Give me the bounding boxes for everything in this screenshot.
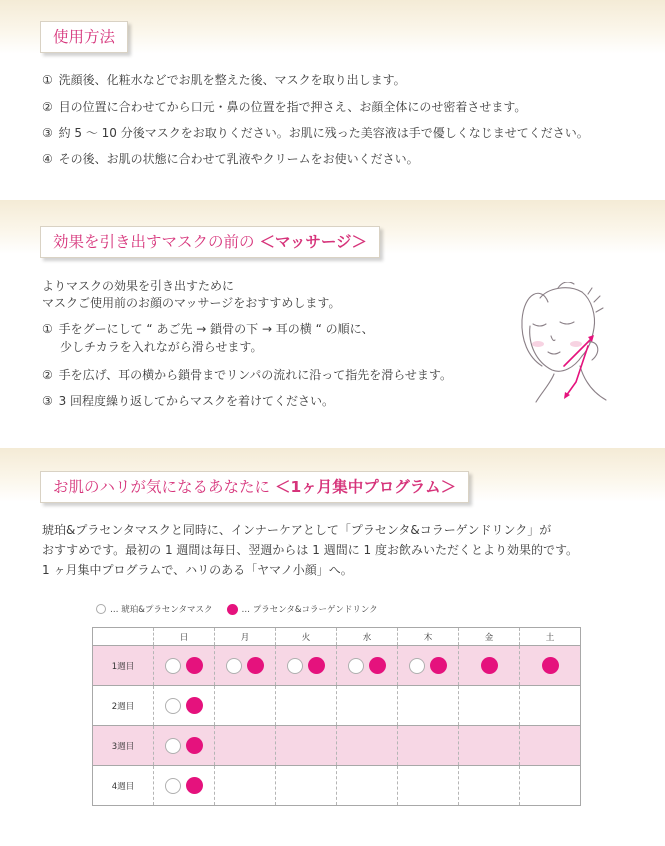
day-cell: [398, 766, 459, 806]
day-header: 土: [520, 628, 581, 646]
usage-step-1: ① 洗顔後、化粧水などでお肌を整えた後、マスクを取り出します。: [42, 73, 406, 87]
table-row: [93, 766, 581, 806]
drink-circle-icon: [186, 657, 203, 674]
mask-circle-icon: [409, 658, 425, 674]
mask-circle-icon: [165, 738, 181, 754]
day-cell: [398, 686, 459, 726]
day-header: 水: [337, 628, 398, 646]
day-cell: [520, 686, 581, 726]
day-cell: [459, 726, 520, 766]
day-cell: [337, 646, 398, 686]
mask-circle-icon: [165, 698, 181, 714]
day-cell: [215, 766, 276, 806]
week-label: 2週目: [93, 686, 154, 726]
day-cell: [154, 686, 215, 726]
day-cell: [154, 726, 215, 766]
drink-circle-icon: [186, 737, 203, 754]
massage-step-1-cont: 少しチカラを入れながら滑らせます。: [60, 340, 263, 354]
day-cell: [337, 686, 398, 726]
day-cell: [459, 686, 520, 726]
drink-circle-icon: [227, 604, 238, 615]
table-row: [93, 686, 581, 726]
day-cell: [398, 726, 459, 766]
day-cell: [276, 766, 337, 806]
mask-circle-icon: [226, 658, 242, 674]
table-row: [93, 726, 581, 766]
day-cell: [276, 646, 337, 686]
program-para-3: 1 ヶ月集中プログラムで、ハリのある「ヤマノ小顔」へ。: [42, 563, 353, 577]
mask-circle-icon: [165, 778, 181, 794]
usage-title: 使用方法: [40, 21, 128, 53]
massage-step-2: ② 手を広げ、耳の横から鎖骨までリンパの流れに沿って指先を滑らせます。: [42, 368, 452, 382]
program-para-1: 琥珀&プラセンタマスクと同時に、インナーケアとして「プラセンタ&コラーゲンドリンク」が: [42, 523, 552, 537]
day-cell: [215, 686, 276, 726]
day-cell: [337, 766, 398, 806]
mask-circle-icon: [348, 658, 364, 674]
mask-circle-icon: [96, 604, 106, 614]
day-header: 木: [398, 628, 459, 646]
calendar-corner-cell: [93, 628, 154, 646]
calendar-header-row: [93, 628, 581, 646]
massage-intro-2: マスクご使用前のお顔のマッサージをおすすめします。: [42, 296, 341, 310]
day-header: 日: [154, 628, 215, 646]
day-cell: [154, 646, 215, 686]
drink-circle-icon: [186, 777, 203, 794]
day-header: 月: [215, 628, 276, 646]
massage-intro-1: よりマスクの効果を引き出すために: [42, 279, 235, 293]
week-label: 1週目: [93, 646, 154, 686]
calendar-legend: [96, 603, 378, 615]
day-cell: [276, 686, 337, 726]
day-cell: [520, 766, 581, 806]
drink-circle-icon: [308, 657, 325, 674]
drink-circle-icon: [481, 657, 498, 674]
day-cell: [398, 646, 459, 686]
day-header: 火: [276, 628, 337, 646]
drink-circle-icon: [369, 657, 386, 674]
day-cell: [459, 766, 520, 806]
mask-circle-icon: [287, 658, 303, 674]
day-cell: [520, 646, 581, 686]
table-row: [93, 646, 581, 686]
drink-circle-icon: [542, 657, 559, 674]
day-cell: [215, 726, 276, 766]
legend-mask-label: … 琥珀&プラセンタマスク: [110, 605, 213, 615]
usage-step-2: ② 目の位置に合わせてから口元・鼻の位置を指で押さえ、お顔全体にのせ密着させます。: [42, 100, 527, 114]
week-label: 3週目: [93, 726, 154, 766]
face-massage-illustration: [518, 282, 614, 412]
massage-step-3: ③ 3 回程度繰り返してからマスクを着けてください。: [42, 394, 335, 408]
program-para-2: おすすめです。最初の 1 週間は毎日、翌週からは 1 週間に 1 度お飲みいただくとより効果的です。: [42, 543, 578, 557]
day-cell: [154, 766, 215, 806]
legend-drink-label: … プラセンタ&コラーゲンドリンク: [241, 605, 378, 615]
usage-step-4: ④ その後、お肌の状態に合わせて乳液やクリームをお使いください。: [42, 152, 419, 166]
drink-circle-icon: [430, 657, 447, 674]
day-cell: [215, 646, 276, 686]
drink-circle-icon: [186, 697, 203, 714]
drink-circle-icon: [247, 657, 264, 674]
day-cell: [520, 726, 581, 766]
mask-circle-icon: [165, 658, 181, 674]
day-cell: [459, 646, 520, 686]
massage-title: 効果を引き出すマスクの前の ＜マッサージ＞: [40, 226, 380, 258]
day-header: 金: [459, 628, 520, 646]
program-title: お肌のハリが気になるあなたに ＜1ヶ月集中プログラム＞: [40, 471, 469, 503]
day-cell: [276, 726, 337, 766]
week-label: 4週目: [93, 766, 154, 806]
day-cell: [337, 726, 398, 766]
program-calendar-table: [92, 627, 581, 806]
massage-step-1: ① 手をグーにして “ あご先 → 鎖骨の下 → 耳の横 “ の順に、: [42, 322, 374, 336]
usage-step-3: ③ 約 5 ～ 10 分後マスクをお取りください。お肌に残った美容液は手で優しくなじませてください。: [42, 126, 589, 140]
